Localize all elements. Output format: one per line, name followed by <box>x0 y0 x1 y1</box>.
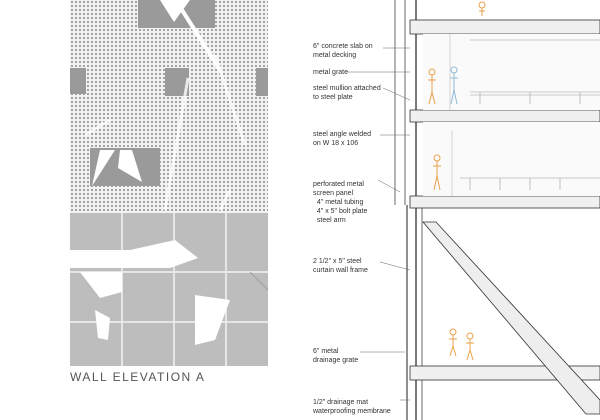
annotation-mat: 1/2" drainage mat waterproofing membrane <box>313 399 391 415</box>
floor-slab <box>410 110 600 122</box>
steel-brace <box>423 222 600 414</box>
annotation-angle: steel angle welded on W 18 x 106 <box>313 131 371 147</box>
annotation-grate: metal grate <box>313 69 349 76</box>
floor-slab <box>410 196 600 208</box>
drawing-caption: WALL ELEVATION A <box>70 370 206 384</box>
floor-slab <box>410 20 600 34</box>
annotation-screen: perforated metal screen panel 4" metal tubing 4" x 5" bolt plate steel arm <box>313 181 368 224</box>
annotation-drain: 6" metal drainage grate <box>313 348 359 364</box>
annotation-mullion: steel mullion attached to steel plate <box>313 85 381 101</box>
annotation-slab: 6" concrete slab on metal decking <box>313 43 373 59</box>
annotation-frame: 2 1/2" x 5" steel curtain wall frame <box>313 258 368 274</box>
